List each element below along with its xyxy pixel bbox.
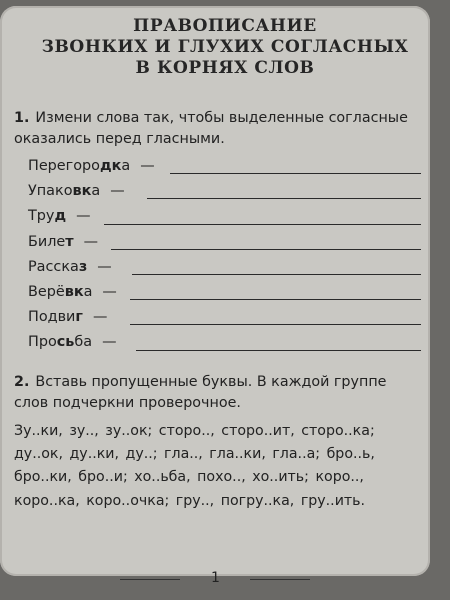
task-2-text: Вставь пропущенные буквы. В каждой группе слов подчеркни проверочное. bbox=[14, 374, 387, 411]
word-row[interactable] bbox=[28, 231, 423, 256]
title-line-2: ЗВОНКИХ И ГЛУХИХ СОГЛАСНЫХ bbox=[41, 37, 409, 57]
title-line-1: ПРАВОПИСАНИЕ bbox=[133, 16, 317, 36]
task-2-instruction bbox=[14, 372, 419, 414]
word-label: Подвиг — bbox=[28, 309, 108, 326]
word-row[interactable] bbox=[28, 180, 423, 205]
answer-line[interactable] bbox=[170, 173, 421, 174]
page-title bbox=[0, 16, 450, 79]
word-label: Перегородка — bbox=[28, 158, 155, 174]
word-label: Рассказ — bbox=[28, 258, 112, 275]
word-label: Упаковка — bbox=[28, 183, 125, 200]
word-label: Верёвка — bbox=[28, 283, 117, 300]
answer-line[interactable] bbox=[132, 274, 421, 275]
word-list bbox=[28, 155, 423, 357]
word-label: Билет — bbox=[28, 233, 99, 250]
task-1-number: 1. bbox=[14, 110, 30, 126]
word-row[interactable] bbox=[28, 155, 423, 180]
exercise-text[interactable]: Зу..ки, зу.., зу..ок; сторо.., сторо..ит, сторо..ка; ду..ок, ду..ки, ду..; гла.., гла..ки, гла..а; бро..ь, бро..ки, бро..и; хо..ьба, похо.., хо..ить; коро.., коро..ка, коро..очка; гру.., погру..ка, гру..ить. bbox=[14, 423, 375, 509]
word-row[interactable] bbox=[28, 281, 423, 306]
answer-line[interactable] bbox=[104, 224, 421, 225]
word-label: Труд — bbox=[28, 208, 91, 225]
task-2-number: 2. bbox=[14, 374, 30, 390]
word-row[interactable] bbox=[28, 331, 423, 356]
footer-divider-right bbox=[250, 579, 310, 580]
answer-line[interactable] bbox=[147, 198, 421, 199]
word-row[interactable] bbox=[28, 205, 423, 230]
footer-divider-left bbox=[120, 579, 180, 580]
answer-line[interactable] bbox=[136, 350, 421, 351]
answer-line[interactable] bbox=[111, 249, 421, 250]
word-row[interactable] bbox=[28, 256, 423, 281]
answer-line[interactable] bbox=[130, 299, 421, 300]
task-1-instruction bbox=[14, 108, 419, 150]
word-row[interactable] bbox=[28, 306, 423, 331]
word-label: Просьба — bbox=[28, 334, 117, 351]
answer-line[interactable] bbox=[130, 324, 421, 325]
title-line-3: В КОРНЯХ СЛОВ bbox=[135, 58, 315, 78]
page-number: 1 bbox=[211, 570, 220, 586]
task-1-text: Измени слова так, чтобы выделенные согласные оказались перед гласными. bbox=[14, 110, 408, 147]
